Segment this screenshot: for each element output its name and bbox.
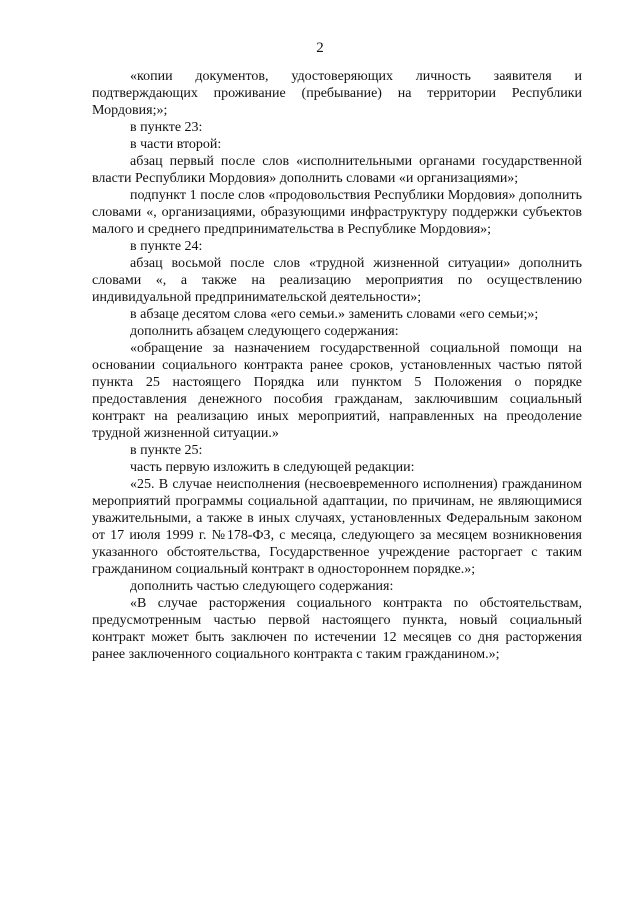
page-number: 2	[316, 40, 324, 56]
paragraph: подпункт 1 после слов «продовольствия Республики Мордовия» дополнить словами «, организациями, образующими инфраструктуру поддержки субъектов малого и среднего предпринимательства в Республике Мордовия»;	[92, 188, 582, 237]
paragraph: в части второй:	[130, 137, 222, 152]
paragraph: дополнить частью следующего содержания:	[130, 579, 394, 594]
paragraph: часть первую изложить в следующей редакции:	[130, 460, 415, 475]
paragraph: дополнить абзацем следующего содержания:	[130, 324, 399, 339]
paragraph: «копии документов, удостоверяющих личность заявителя и подтверждающих проживание (пребывание) на территории Республики Мордовия;»;	[92, 69, 582, 118]
paragraph: в пункте 24:	[130, 239, 203, 254]
paragraph: «обращение за назначением государственной социальной помощи на основании социального контракта ранее сроков, установленных частью пятой пункта 25 настоящего Порядка или пунктом 5 Положения о порядке предоставления денежного пособия гражданам, заключившим социальный контракт на реализацию иных мероприятий, направленных на преодоление трудной жизненной ситуации.»	[92, 341, 582, 441]
paragraph: «В случае расторжения социального контракта по обстоятельствам, предусмотренным частью первой настоящего пункта, новый социальный контракт может быть заключен по истечении 12 месяцев со дня расторжения ранее заключенного социального контракта с таким гражданином.»;	[92, 596, 582, 662]
paragraph: абзац первый после слов «исполнительными органами государственной власти Республики Мордовия» дополнить словами «и организациями»;	[92, 154, 582, 186]
paragraph: абзац восьмой после слов «трудной жизненной ситуации» дополнить словами «, а также на реализацию мероприятия по осуществлению индивидуальной предпринимательской деятельности»;	[92, 256, 582, 305]
paragraph: в абзаце десятом слова «его семьи.» заменить словами «его семьи;»;	[130, 307, 539, 322]
document-body	[92, 68, 582, 663]
paragraph: в пункте 23:	[130, 120, 203, 135]
paragraph: «25. В случае неисполнения (несвоевременного исполнения) гражданином мероприятий программы социальной адаптации, по причинам, не являющимися уважительными, а также в иных случаях, установленных Федеральным законом от 17 июля 1999 г. №178-ФЗ, с месяца, следующего за месяцем возникновения указанного обстоятельства, Государственное учреждение расторгает с таким гражданином социальный контракт в одностороннем порядке.»;	[92, 477, 582, 577]
paragraph: в пункте 25:	[130, 443, 203, 458]
